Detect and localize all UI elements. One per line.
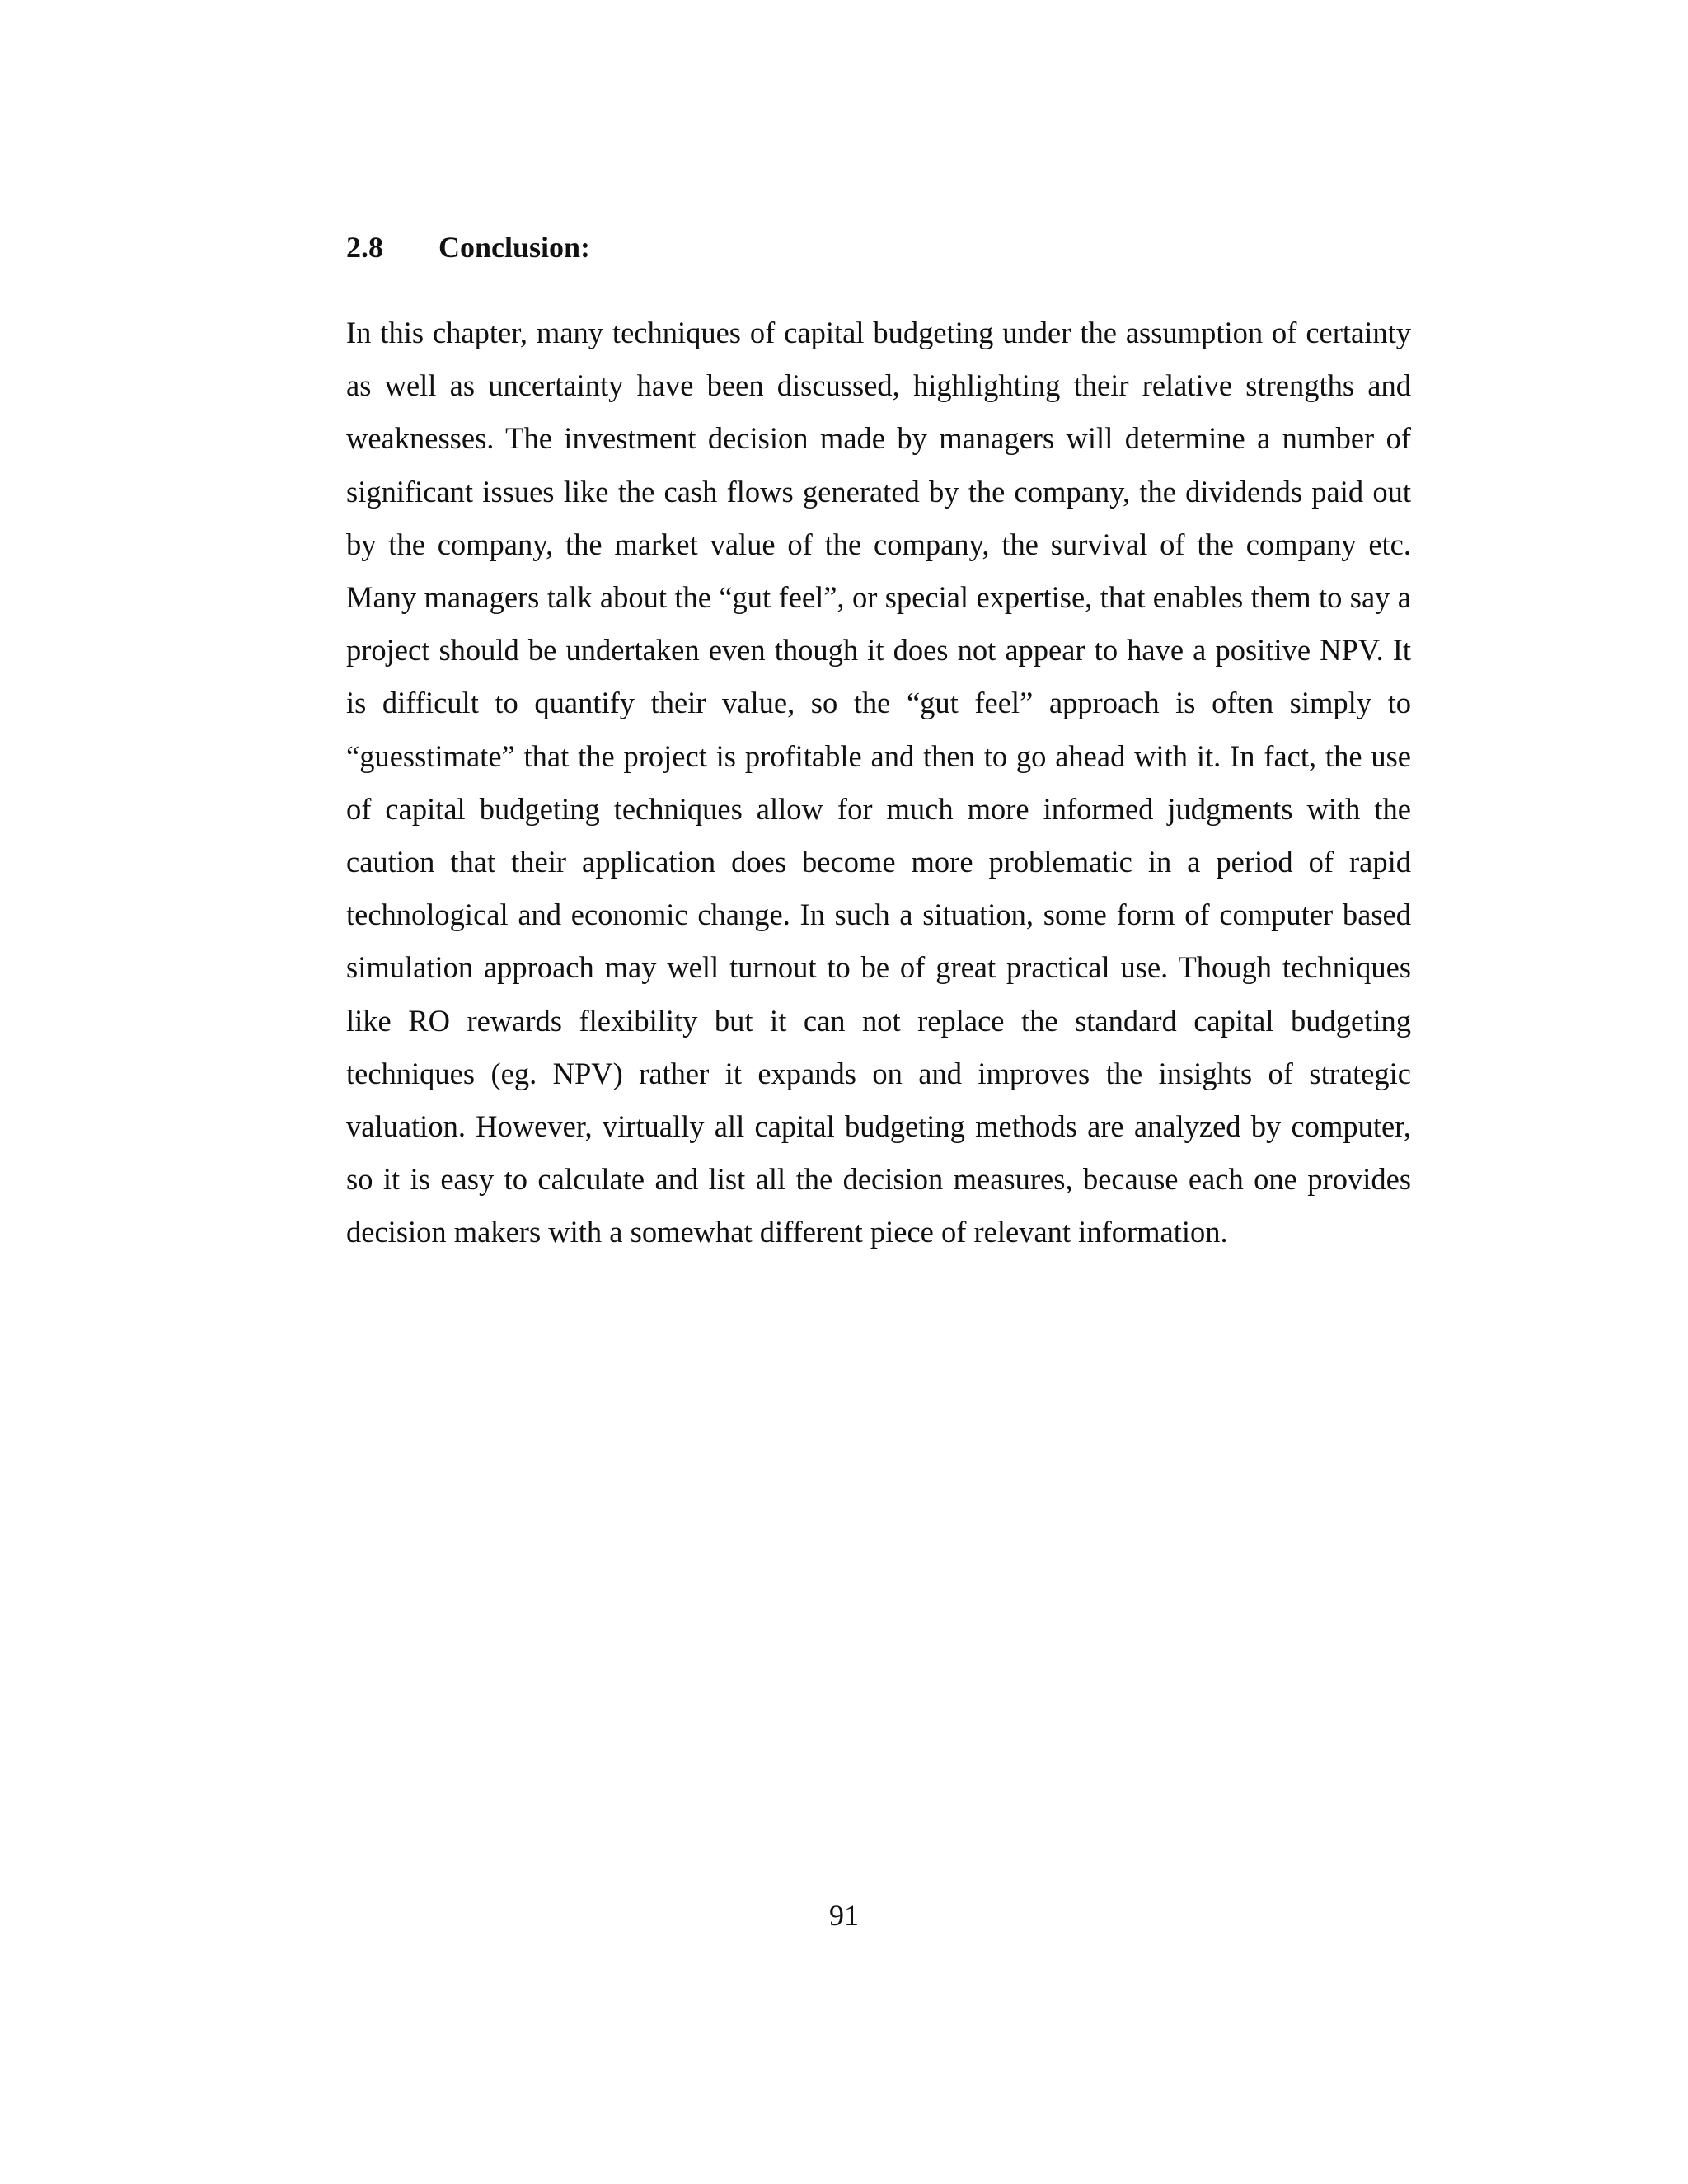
body-paragraph: In this chapter, many techniques of capital budgeting under the assumption of certainty as well as uncertainty have been discussed, highlighting their relative strengths and weaknesses. The investment decision made by managers will determine a number of significant issues like the cash flows generated by the company, the dividends paid out by the company, the market value of the company, the survival of the company etc. Many managers talk about the “gut feel”, or special expertise, that enables them to say a project should be undertaken even though it does not appear to have a positive NPV. It is difficult to quantify their value, so the “gut feel” approach is often simply to “guesstimate” that the project is profitable and then to go ahead with it. In fact, the use of capital budgeting techniques allow for much more informed judgments with the caution that their application does become more problematic in a period of rapid technological and economic change. In such a situation, some form of computer based simulation approach may well turnout to be of great practical use. Though techniques like RO rewards flexibility but it can not replace the standard capital budgeting techniques (eg. NPV) rather it expands on and improves the insights of strategic valuation. However, virtually all capital budgeting methods are analyzed by computer, so it is easy to calculate and list all the decision measures, because each one provides decision makers with a somewhat different piece of relevant information. [346, 316, 1411, 1249]
section-heading [346, 227, 1418, 267]
section-title: Conclusion: [438, 231, 591, 264]
page-number: 91 [829, 1899, 859, 1932]
section-number: 2.8 [346, 231, 383, 264]
